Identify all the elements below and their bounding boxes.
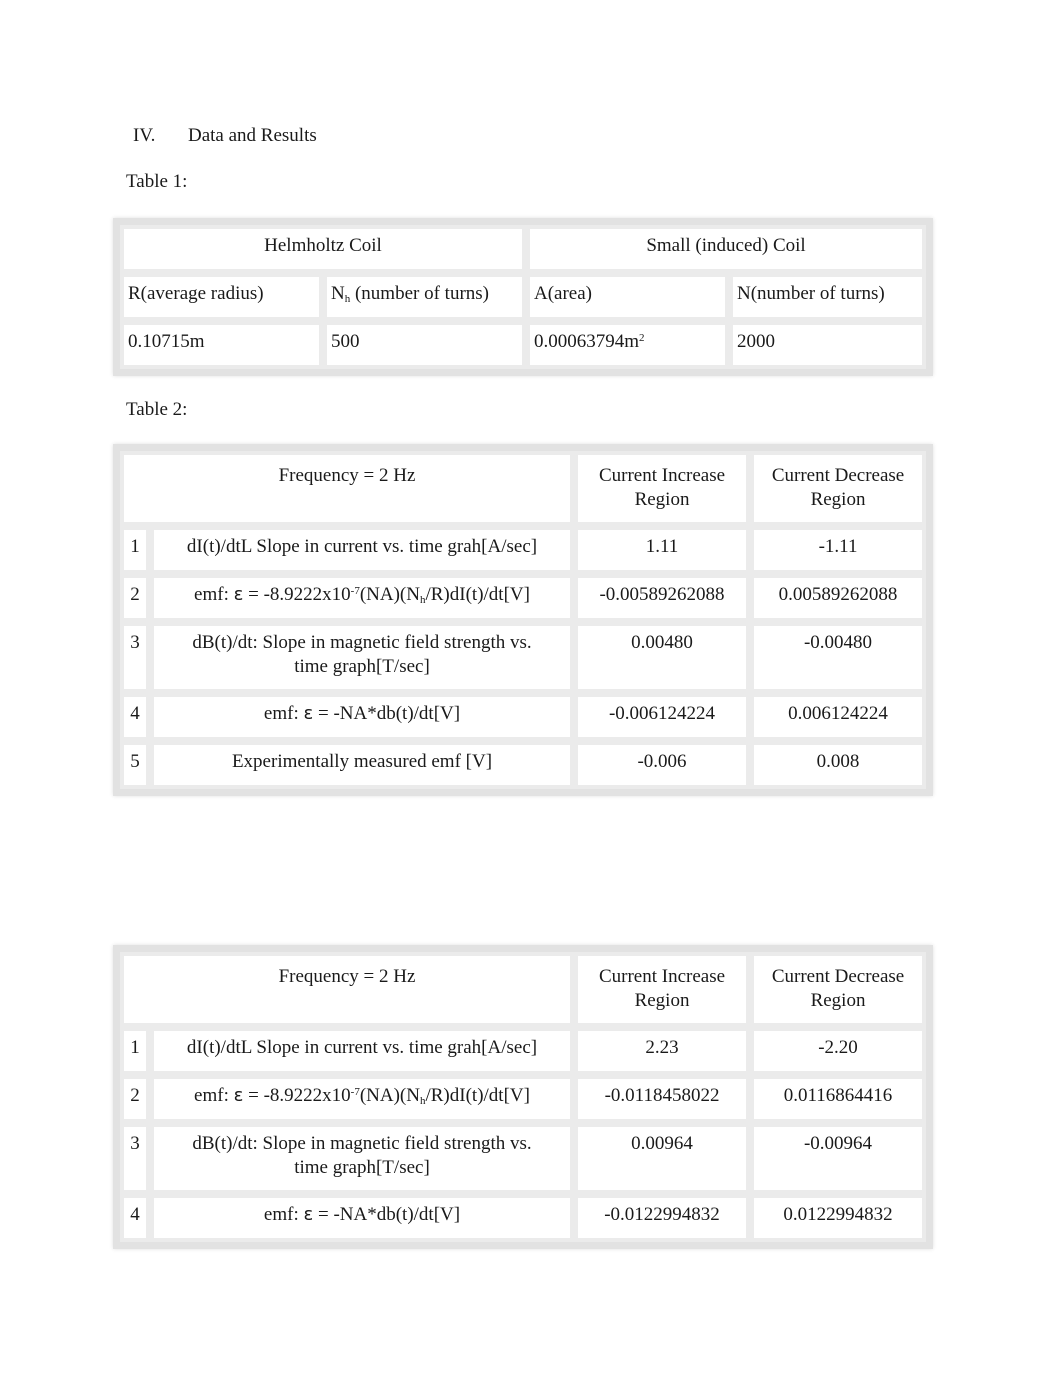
row-number: 4: [120, 693, 150, 741]
increase-value: -0.0122994832: [574, 1194, 750, 1242]
frequency-header: Frequency = 2 Hz: [120, 952, 574, 1027]
table3-emf-results: [113, 945, 933, 1249]
row-description: Experimentally measured emf [V]: [150, 741, 574, 789]
increase-value: -0.006: [574, 741, 750, 789]
row-number: 4: [120, 1194, 150, 1242]
row-number: 3: [120, 1123, 150, 1194]
table1-coil-parameters: [113, 218, 933, 376]
row-description: emf: ε = -NA*db(t)/dt[V]: [150, 1194, 574, 1242]
decrease-value: 0.0122994832: [750, 1194, 926, 1242]
increase-region-header: Current Increase Region: [574, 952, 750, 1027]
row-description: emf: $\varepsilon = -8.9222x10^{-7}(NA)(N_h/R)dI(t)/dt[V]$: [150, 574, 574, 622]
decrease-value: -0.00964: [750, 1123, 926, 1194]
helmholtz-turns-header: $N_h$ (number of turns): [323, 273, 526, 321]
frequency-header: Frequency = 2 Hz: [120, 451, 574, 526]
table2-label: Table 2:: [126, 399, 188, 420]
row-description: dB(t)/dt: Slope in magnetic field strength vs. time graph[T/sec]: [150, 622, 574, 693]
section-title: Data and Results: [188, 125, 317, 146]
decrease-value: 0.006124224: [750, 693, 926, 741]
decrease-value: 0.00589262088: [750, 574, 926, 622]
decrease-value: 0.008: [750, 741, 926, 789]
table1-label: Table 1:: [126, 171, 188, 192]
row-number: 2: [120, 1075, 150, 1123]
row-number: 5: [120, 741, 150, 789]
decrease-region-header: Current Decrease Region: [750, 451, 926, 526]
row-number: 3: [120, 622, 150, 693]
decrease-value: -2.20: [750, 1027, 926, 1075]
increase-value: -0.00589262088: [574, 574, 750, 622]
increase-region-header: Current Increase Region: [574, 451, 750, 526]
increase-value: 0.00964: [574, 1123, 750, 1194]
helmholtz-turns-value: 500: [323, 321, 526, 369]
decrease-value: -0.00480: [750, 622, 926, 693]
table-row: [120, 741, 926, 789]
row-description: dI(t)/dtL Slope in current vs. time grah[A/sec]: [150, 526, 574, 574]
row-number: 1: [120, 526, 150, 574]
small-turns-header: N(number of turns): [729, 273, 926, 321]
table-row: [120, 622, 926, 693]
row-description: dB(t)/dt: Slope in magnetic field strength vs. time graph[T/sec]: [150, 1123, 574, 1194]
small-coil-header: Small (induced) Coil: [526, 225, 926, 273]
table-row: [120, 1123, 926, 1194]
row-description: dI(t)/dtL Slope in current vs. time grah[A/sec]: [150, 1027, 574, 1075]
section-number: IV.: [133, 125, 156, 146]
area-header: A(area): [526, 273, 729, 321]
increase-value: 0.00480: [574, 622, 750, 693]
increase-value: 1.11: [574, 526, 750, 574]
row-description: emf: ε = -NA*db(t)/dt[V]: [150, 693, 574, 741]
small-turns-value: 2000: [729, 321, 926, 369]
table-row: [120, 574, 926, 622]
decrease-value: -1.11: [750, 526, 926, 574]
row-number: 2: [120, 574, 150, 622]
increase-value: -0.0118458022: [574, 1075, 750, 1123]
decrease-region-header: Current Decrease Region: [750, 952, 926, 1027]
table-row: [120, 1075, 926, 1123]
table2-emf-results: [113, 444, 933, 796]
row-description: emf: $\varepsilon = -8.9222x10^{-7}(NA)(N_h/R)dI(t)/dt[V]$: [150, 1075, 574, 1123]
increase-value: 2.23: [574, 1027, 750, 1075]
decrease-value: 0.0116864416: [750, 1075, 926, 1123]
table-row: [120, 1027, 926, 1075]
area-value: $0.00063794m^2$: [526, 321, 729, 369]
increase-value: -0.006124224: [574, 693, 750, 741]
table-row: [120, 693, 926, 741]
helmholtz-coil-header: Helmholtz Coil: [120, 225, 526, 273]
table-row: [120, 1194, 926, 1242]
table-row: [120, 526, 926, 574]
radius-header: R(average radius): [120, 273, 323, 321]
row-number: 1: [120, 1027, 150, 1075]
radius-value: 0.10715m: [120, 321, 323, 369]
